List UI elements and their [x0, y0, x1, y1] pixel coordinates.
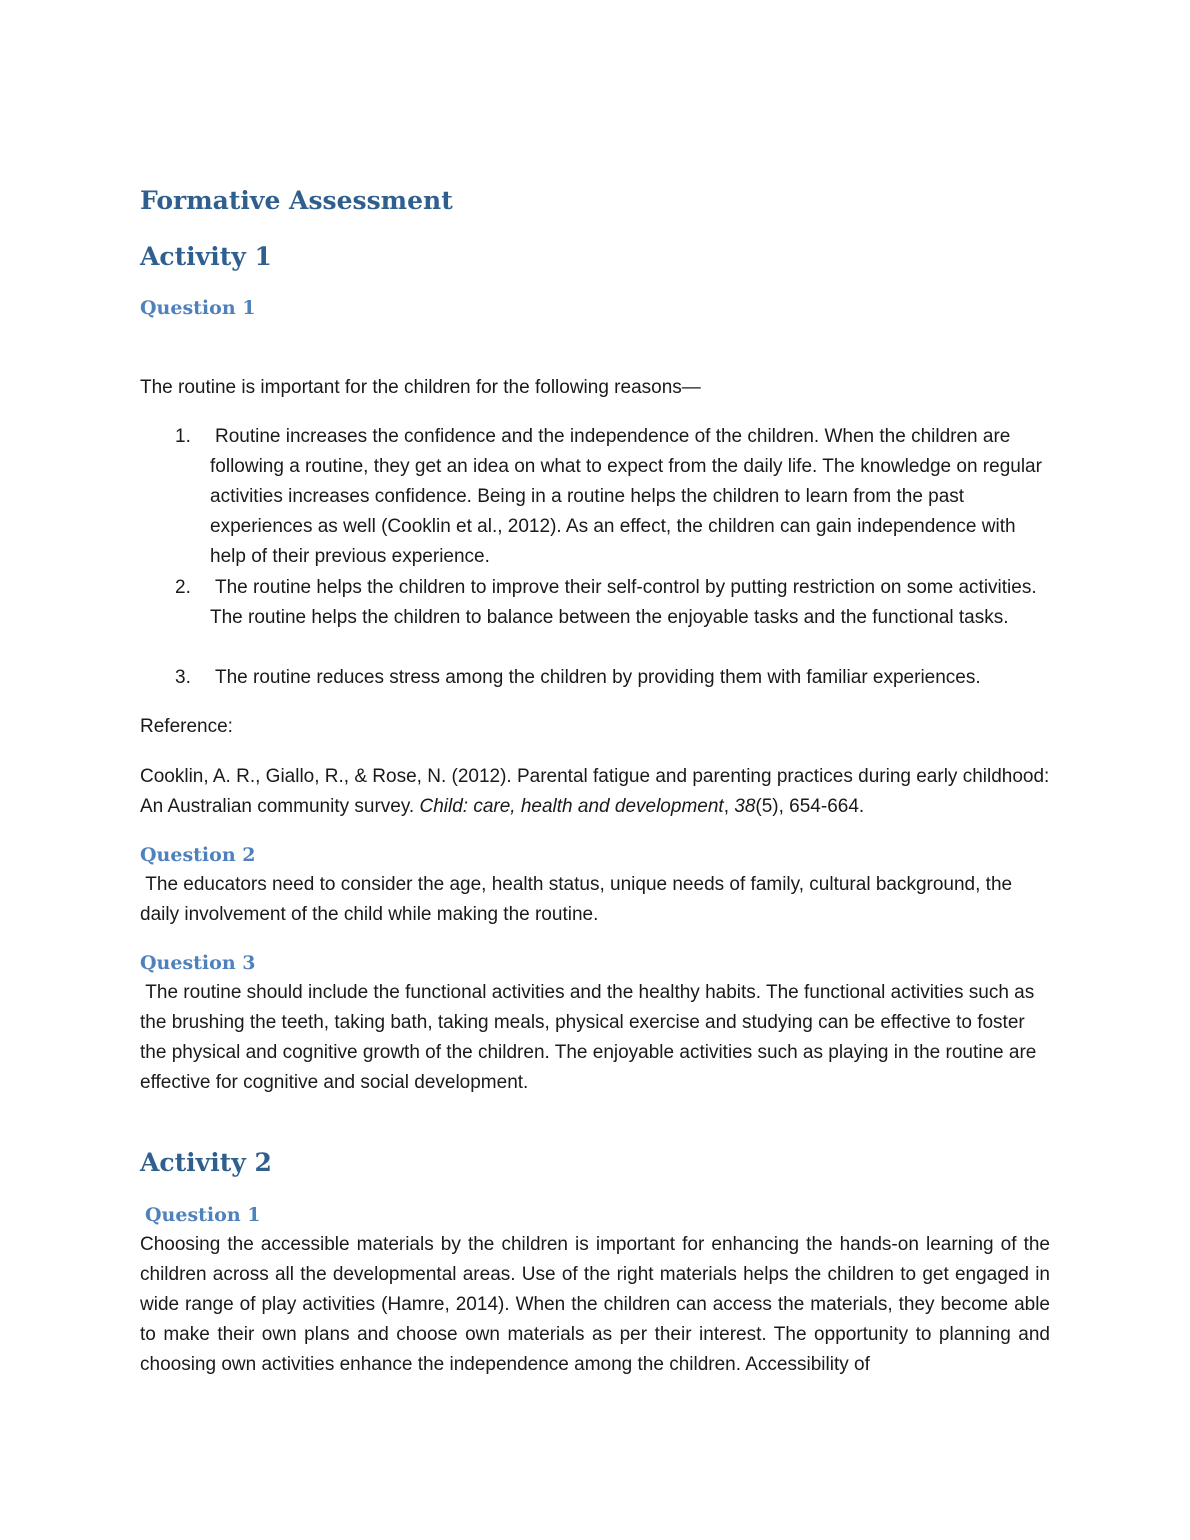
list-item-text-content: The routine helps the children to improve their self-control by putting restriction on some activities. The routine helps the children to balance between the enjoyable tasks and the functional tasks.	[210, 577, 1037, 628]
reference-label: Reference:	[140, 716, 233, 737]
activity-1-question-1-intro: The routine is important for the children for the following reasons—	[140, 377, 701, 398]
activity-2-question-1-heading: Question 1	[145, 1204, 261, 1226]
reference-journal: Child: care, health and development	[419, 796, 724, 817]
reference-issue-pages: (5), 654-664.	[755, 796, 865, 817]
reference-separator: ,	[723, 796, 735, 817]
list-item-text	[210, 663, 1050, 693]
list-item-number: 1.	[175, 426, 191, 447]
list-item-text-content: Routine increases the confidence and the independence of the children. When the children are following a routine, they get an idea on what to expect from the daily life. The knowledge on regular activities increases confidence. Being in a routine helps the children to learn from the past experiences as well (Cooklin et al., 2012). As an effect, the children can gain independence with help of their previous experience.	[210, 426, 1042, 567]
list-item-number: 3.	[175, 667, 191, 688]
activity-1-question-1-heading: Question 1	[140, 297, 256, 319]
activity-1-question-2-heading: Question 2	[140, 844, 256, 866]
activity-1-question-2-answer: The educators need to consider the age, health status, unique needs of family, cultural background, the daily involvement of the child while making the routine.	[140, 874, 1018, 925]
list-item-text	[210, 573, 1050, 633]
reference-volume: 38	[734, 796, 756, 817]
activity-2-question-1-answer: Choosing the accessible materials by the children is important for enhancing the hands-on learning of the children across all the developmental areas. Use of the right materials helps the children to get engaged in wide range of play activities (Hamre, 2014). When the children can access the materials, they become able to make their own plans and choose own materials as per their interest. The opportunity to planning and choosing own activities enhance the independence among the children. Accessibility of	[140, 1234, 1050, 1375]
reference-citation	[140, 762, 1050, 822]
activity-2-heading: Activity 2	[140, 1148, 272, 1177]
activity-1-question-3-answer: The routine should include the functional activities and the healthy habits. The functional activities such as the brushing the teeth, taking bath, taking meals, physical exercise and studying can be effective to foster the physical and cognitive growth of the children. The enjoyable activities such as playing in the routine are effective for cognitive and social development.	[140, 982, 1042, 1093]
list-item-text	[210, 422, 1050, 572]
list-item-number: 2.	[175, 577, 191, 598]
reference-authors-title: Cooklin, A. R., Giallo, R., & Rose, N. (2012). Parental fatigue and parenting practices during early childhood: An Australian community survey.	[140, 766, 1050, 817]
activity-1-question-3-heading: Question 3	[140, 952, 256, 974]
activity-1-heading: Activity 1	[140, 242, 272, 271]
list-item-text-content: The routine reduces stress among the children by providing them with familiar experiences.	[215, 667, 981, 688]
document-title: Formative Assessment	[140, 186, 453, 215]
